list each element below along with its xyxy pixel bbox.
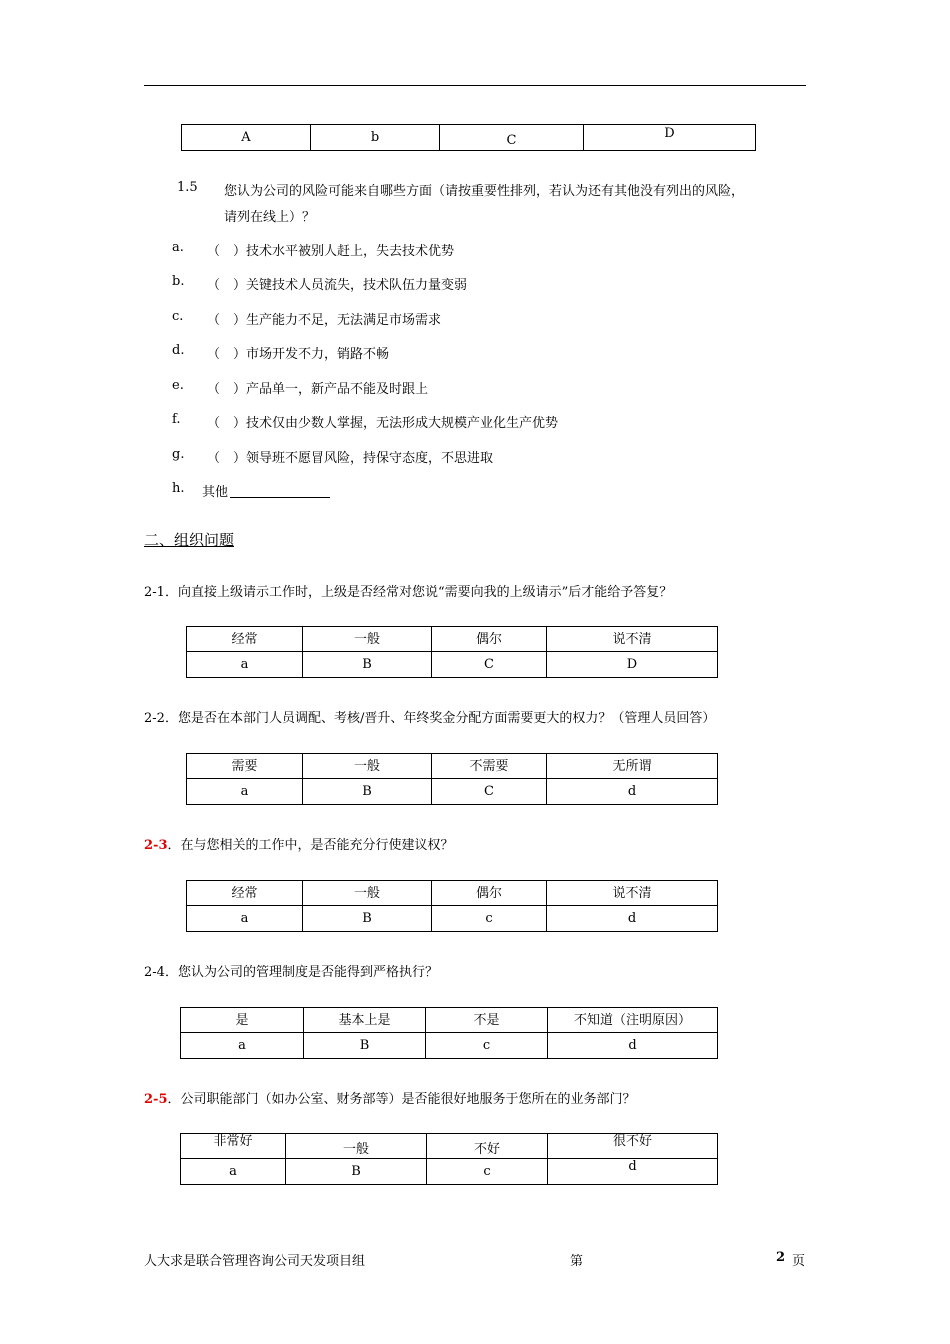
table-header-cell: 经常 — [187, 881, 303, 906]
option-text: （ ）技术仅由少数人掌握，无法形成大规模产业化生产优势 — [207, 416, 559, 431]
footer-page-prefix: 第 — [570, 1254, 584, 1269]
question-2-3 — [144, 834, 454, 853]
option-text: （ ）市场开发不力，销路不畅 — [207, 347, 390, 362]
table-header-cell: 基本上是 — [304, 1008, 426, 1033]
table-header-cell: 很不好 — [548, 1134, 718, 1159]
option-letter: f. — [172, 412, 181, 427]
option-letter: h. — [172, 481, 185, 496]
question-number: 2-5 — [144, 1092, 168, 1107]
answer-table-2-5 — [180, 1133, 718, 1185]
answer-table-2-2 — [186, 753, 718, 805]
footer-page-suffix: 页 — [792, 1254, 806, 1269]
table-header-cell: 说不清 — [547, 881, 718, 906]
option-letter: c. — [172, 309, 184, 324]
question-text: ．您是否在本部门人员调配、考核/晋升、年终奖金分配方面需要更大的权力？（管理人员回答） — [164, 711, 716, 726]
footer-org: 人大求是联合管理咨询公司天发项目组 — [144, 1254, 366, 1269]
table-header-cell: 无所谓 — [547, 754, 718, 779]
table-cell: a — [187, 652, 303, 678]
table-cell: C — [440, 125, 584, 151]
table-header-cell: 一般 — [303, 627, 432, 652]
table-cell: a — [187, 779, 303, 805]
table-cell: B — [303, 906, 432, 932]
table-header-cell: 不是 — [426, 1008, 548, 1033]
question-2-2 — [144, 707, 715, 726]
table-cell: B — [304, 1033, 426, 1059]
answer-table-2-4 — [180, 1007, 718, 1059]
table-header-cell: 需要 — [187, 754, 303, 779]
option-letter: g. — [172, 447, 185, 462]
question-number: 2-2 — [144, 711, 165, 726]
option-letter: a. — [172, 240, 184, 255]
other-label: 其他 — [202, 485, 229, 500]
option-letter: e. — [172, 378, 184, 393]
question-number: 1.5 — [177, 180, 198, 195]
question-2-4 — [144, 961, 438, 980]
table-header-cell: 是 — [181, 1008, 304, 1033]
table-header-cell: 非常好 — [181, 1134, 286, 1159]
option-text: （ ）产品单一，新产品不能及时跟上 — [207, 382, 429, 397]
header-rule — [144, 85, 806, 86]
question-2-5 — [144, 1088, 636, 1107]
question-text: ．您认为公司的管理制度是否能得到严格执行？ — [164, 965, 438, 980]
table-cell: c — [426, 1033, 548, 1059]
option-text: （ ）领导班不愿冒风险，持保守态度，不思进取 — [207, 451, 494, 466]
table-header-cell: 一般 — [303, 881, 432, 906]
table-cell: d — [547, 906, 718, 932]
table-cell: C — [432, 652, 547, 678]
table-cell: B — [303, 779, 432, 805]
table-cell: D — [547, 652, 718, 678]
answer-table-2-3 — [186, 880, 718, 932]
question-number: 2-4 — [144, 965, 165, 980]
table-cell: C — [432, 779, 547, 805]
table-cell: a — [181, 1159, 286, 1185]
table-cell: c — [427, 1159, 548, 1185]
table-cell: d — [548, 1159, 718, 1185]
footer-page-number: 2 — [776, 1250, 786, 1265]
question-text-cont: 请列在线上）？ — [224, 210, 316, 225]
option-text: （ ）生产能力不足，无法满足市场需求 — [207, 313, 442, 328]
table-cell: D — [584, 125, 756, 151]
answer-table-2-1 — [186, 626, 718, 678]
top-answer-table — [181, 124, 756, 151]
question-text: 您认为公司的风险可能来自哪些方面（请按重要性排列，若认为还有其他没有列出的风险， — [224, 184, 745, 199]
table-cell: B — [303, 652, 432, 678]
question-2-1 — [144, 581, 672, 600]
question-text: ．公司职能部门（如办公室、财务部等）是否能很好地服务于您所在的业务部门？ — [167, 1092, 636, 1107]
question-number: 2-1 — [144, 585, 165, 600]
table-header-cell: 经常 — [187, 627, 303, 652]
section-title: 二、组织问题 — [144, 531, 235, 549]
table-cell: c — [432, 906, 547, 932]
table-header-cell: 偶尔 — [432, 881, 547, 906]
question-text: ．在与您相关的工作中，是否能充分行使建议权？ — [167, 838, 454, 853]
table-header-cell: 不需要 — [432, 754, 547, 779]
table-header-cell: 一般 — [286, 1134, 427, 1159]
option-letter: b. — [172, 274, 185, 289]
question-number: 2-3 — [144, 838, 168, 853]
table-header-cell: 说不清 — [547, 627, 718, 652]
option-text: （ ）关键技术人员流失，技术队伍力量变弱 — [207, 278, 468, 293]
table-cell: a — [187, 906, 303, 932]
other-option — [202, 481, 330, 500]
question-text: ．向直接上级请示工作时，上级是否经常对您说“需要向我的上级请示”后才能给予答复？ — [164, 585, 673, 600]
table-header-cell: 偶尔 — [432, 627, 547, 652]
table-cell: A — [182, 125, 311, 151]
other-blank-line — [230, 485, 330, 498]
table-cell: d — [547, 779, 718, 805]
option-text: （ ）技术水平被别人赶上，失去技术优势 — [207, 244, 455, 259]
table-header-cell: 不好 — [427, 1134, 548, 1159]
table-cell: B — [286, 1159, 427, 1185]
table-cell: b — [311, 125, 440, 151]
table-header-cell: 一般 — [303, 754, 432, 779]
table-header-cell: 不知道（注明原因） — [548, 1008, 718, 1033]
table-cell: a — [181, 1033, 304, 1059]
table-cell: d — [548, 1033, 718, 1059]
option-letter: d. — [172, 343, 185, 358]
